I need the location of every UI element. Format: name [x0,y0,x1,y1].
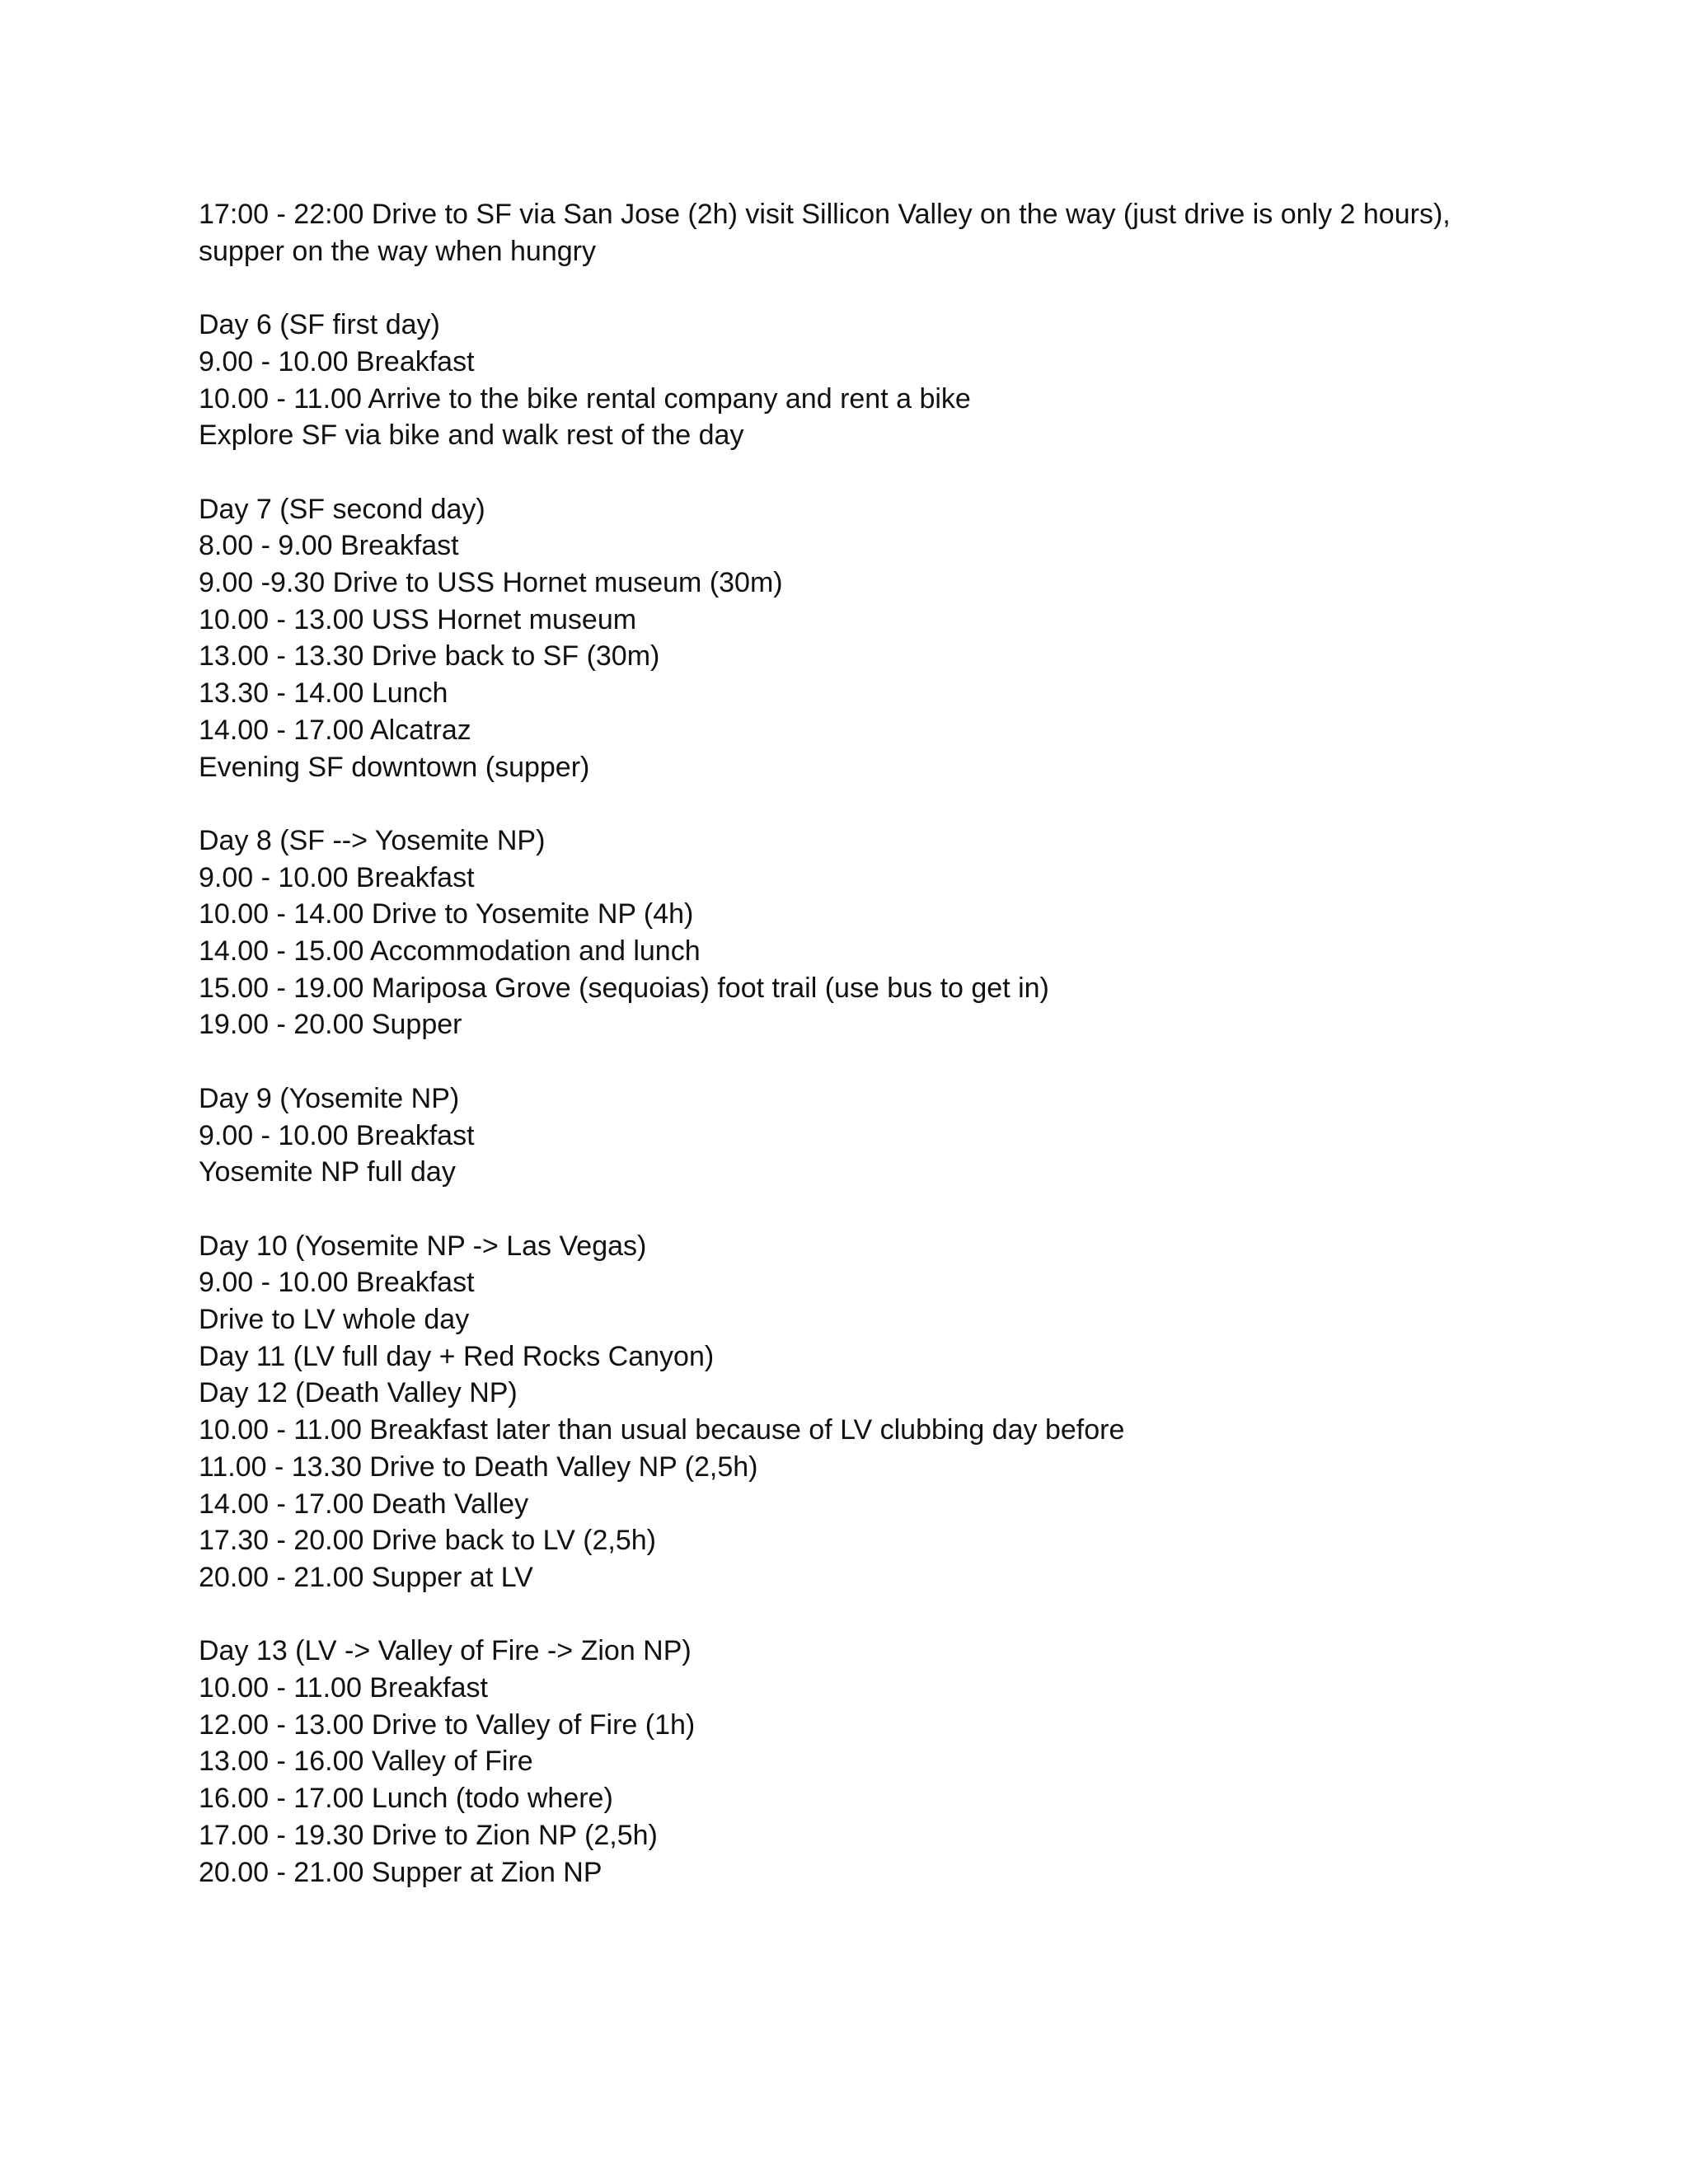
text-line: 10.00 - 11.00 Breakfast later than usual because of LV clubbing day before [199,1414,1125,1446]
day-6-block [199,307,1517,454]
text-line: 13.00 - 13.30 Drive back to SF (30m) [199,640,660,673]
day-7-block [199,491,1517,786]
paragraph-gap [199,454,1517,491]
text-line: 13.30 - 14.00 Lunch [199,677,448,710]
day-heading: Day 6 (SF first day) [199,309,440,341]
text-line: 8.00 - 9.00 Breakfast [199,530,459,562]
text-line: 12.00 - 13.00 Drive to Valley of Fire (1h) [199,1708,696,1741]
text-line: Drive to LV whole day [199,1304,470,1336]
text-line: 9.00 - 10.00 Breakfast [199,861,475,893]
text-line: 10.00 - 14.00 Drive to Yosemite NP (4h) [199,898,694,930]
text-line: Yosemite NP full day [199,1156,456,1188]
text-line: 14.00 - 17.00 Alcatraz [199,714,471,746]
text-line: 16.00 - 17.00 Lunch (todo where) [199,1783,613,1815]
text-line: 14.00 - 17.00 Death Valley [199,1488,529,1520]
paragraph-gap [199,1043,1517,1080]
day-heading: Day 12 (Death Valley NP) [199,1377,518,1409]
text-line: 17:00 - 22:00 Drive to SF via San Jose (2h) visit Sillicon Valley on the way (just drive is only 2 hours), [199,199,1451,230]
day-10-12-block [199,1228,1517,1596]
text-line: 9.00 - 10.00 Breakfast [199,1267,475,1299]
itinerary-document [199,196,1517,1891]
paragraph-gap [199,785,1517,823]
day-heading: Day 10 (Yosemite NP -> Las Vegas) [199,1230,647,1262]
text-line: 14.00 - 15.00 Accommodation and lunch [199,935,701,968]
day-9-block [199,1080,1517,1191]
text-line: 17.00 - 19.30 Drive to Zion NP (2,5h) [199,1819,658,1851]
intro-block [199,196,1517,269]
text-line: 19.00 - 20.00 Supper [199,1009,462,1041]
paragraph-gap [199,1596,1517,1633]
text-line: 10.00 - 13.00 USS Hornet museum [199,603,637,635]
day-heading: Day 9 (Yosemite NP) [199,1082,460,1114]
text-line: 13.00 - 16.00 Valley of Fire [199,1746,533,1778]
paragraph-gap [199,269,1517,307]
text-line: Explore SF via bike and walk rest of the day [199,419,744,452]
text-line: 9.00 - 10.00 Breakfast [199,345,475,377]
day-8-block [199,823,1517,1043]
text-line: 10.00 - 11.00 Arrive to the bike rental company and rent a bike [199,382,971,415]
text-line: 9.00 - 10.00 Breakfast [199,1119,475,1151]
text-line: 17.30 - 20.00 Drive back to LV (2,5h) [199,1525,657,1557]
day-heading: Day 7 (SF second day) [199,493,485,525]
text-line: Evening SF downtown (supper) [199,751,590,783]
paragraph-gap [199,1191,1517,1228]
text-line: 11.00 - 13.30 Drive to Death Valley NP (2,5h) [199,1451,758,1483]
day-13-block [199,1633,1517,1891]
day-heading: Day 13 (LV -> Valley of Fire -> Zion NP) [199,1635,692,1667]
day-heading: Day 8 (SF --> Yosemite NP) [199,824,546,856]
text-line: supper on the way when hungry [199,235,596,267]
text-line: 20.00 - 21.00 Supper at Zion NP [199,1856,603,1888]
day-heading: Day 11 (LV full day + Red Rocks Canyon) [199,1340,715,1372]
text-line: 10.00 - 11.00 Breakfast [199,1672,488,1704]
text-line: 20.00 - 21.00 Supper at LV [199,1561,533,1593]
text-line: 9.00 -9.30 Drive to USS Hornet museum (30m) [199,567,783,598]
text-line: 15.00 - 19.00 Mariposa Grove (sequoias) foot trail (use bus to get in) [199,972,1049,1004]
